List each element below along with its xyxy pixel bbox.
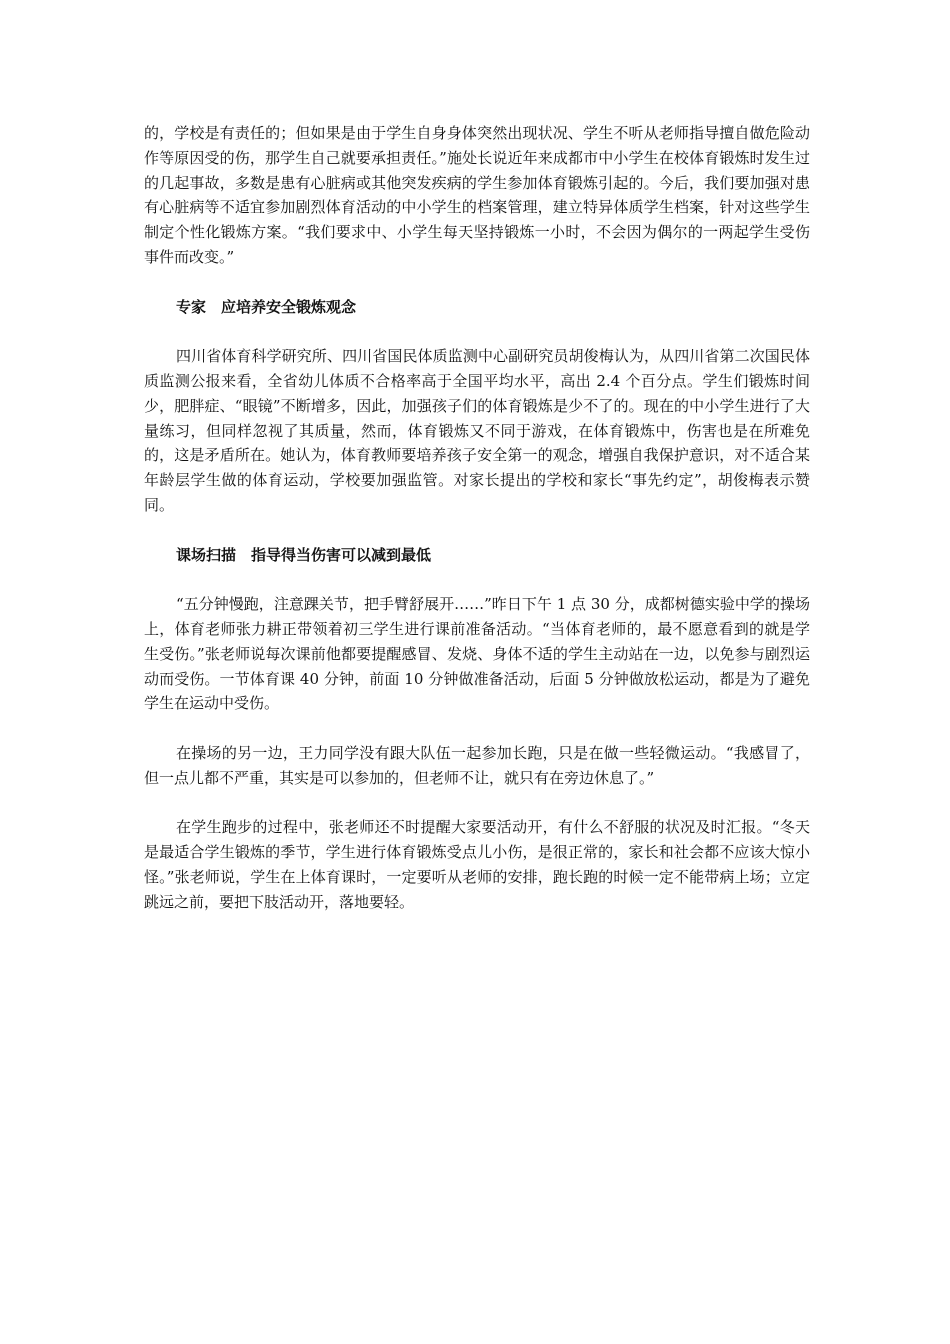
paragraph-2: 四川省体育科学研究所、四川省国民体质监测中心副研究员胡俊梅认为，从四川省第二次国民体质监测公报来看，全省幼儿体质不合格率高于全国平均水平，高出 2.4 个百分点。学生们锻炼时间少，肥胖症、“眼镜”不断增多，因此，加强孩子们的体育锻炼是少不了的。现在的中小学生进行了大量练习，但同样忽视了其质量，然而，体育锻炼又不同于游戏，在体育锻炼中，伤害也是在所难免的，这是矛盾所在。她认为，体育教师要培养孩子安全第一的观念，增强自我保护意识，对不适合某年龄层学生做的体育运动，学校要加强监管。对家长提出的学校和家长“事先约定”，胡俊梅表示赞同。 bbox=[144, 347, 810, 514]
paragraph-5: 在学生跑步的过程中，张老师还不时提醒大家要活动开，有什么不舒服的状况及时汇报。“冬天是最适合学生锻炼的季节，学生进行体育锻炼受点儿小伤，是很正常的，家长和社会都不应该大惊小怪。”张老师说，学生在上体育课时，一定要听从老师的安排，跑长跑的时候一定不能带病上场；立定跳远之前，要把下肢活动开，落地要轻。 bbox=[144, 818, 810, 911]
section-heading-classroom: 课场扫描 指导得当伤害可以减到最低 bbox=[176, 545, 432, 564]
article-body bbox=[144, 121, 810, 939]
paragraph-3: “五分钟慢跑，注意踝关节，把手臂舒展开……”昨日下午 1 点 30 分，成都树德实验中学的操场上，体育老师张力耕正带领着初三学生进行课前准备活动。“当体育老师的，最不愿意看到的就是学生受伤。”张老师说每次课前他都要提醒感冒、发烧、身体不适的学生主动站在一边，以免参与剧烈运动而受伤。一节体育课 40 分钟，前面 10 分钟做准备活动，后面 5 分钟做放松运动，都是为了避免学生在运动中受伤。 bbox=[144, 595, 810, 713]
paragraph-4: 在操场的另一边，王力同学没有跟大队伍一起参加长跑，只是在做一些轻微运动。“我感冒了，但一点儿都不严重，其实是可以参加的，但老师不让，就只有在旁边休息了。” bbox=[144, 743, 810, 787]
paragraph-1: 的，学校是有责任的；但如果是由于学生自身身体突然出现状况、学生不听从老师指导擅自做危险动作等原因受的伤，那学生自己就要承担责任。”施处长说近年来成都市中小学生在校体育锻炼时发生过的几起事故，多数是患有心脏病或其他突发疾病的学生参加体育锻炼引起的。今后，我们要加强对患有心脏病等不适宜参加剧烈体育活动的中小学生的档案管理，建立特异体质学生档案，针对这些学生制定个性化锻炼方案。“我们要求中、小学生每天坚持锻炼一小时，不会因为偶尔的一两起学生受伤事件而改变。” bbox=[144, 124, 810, 266]
section-heading-expert: 专家 应培养安全锻炼观念 bbox=[176, 297, 357, 316]
